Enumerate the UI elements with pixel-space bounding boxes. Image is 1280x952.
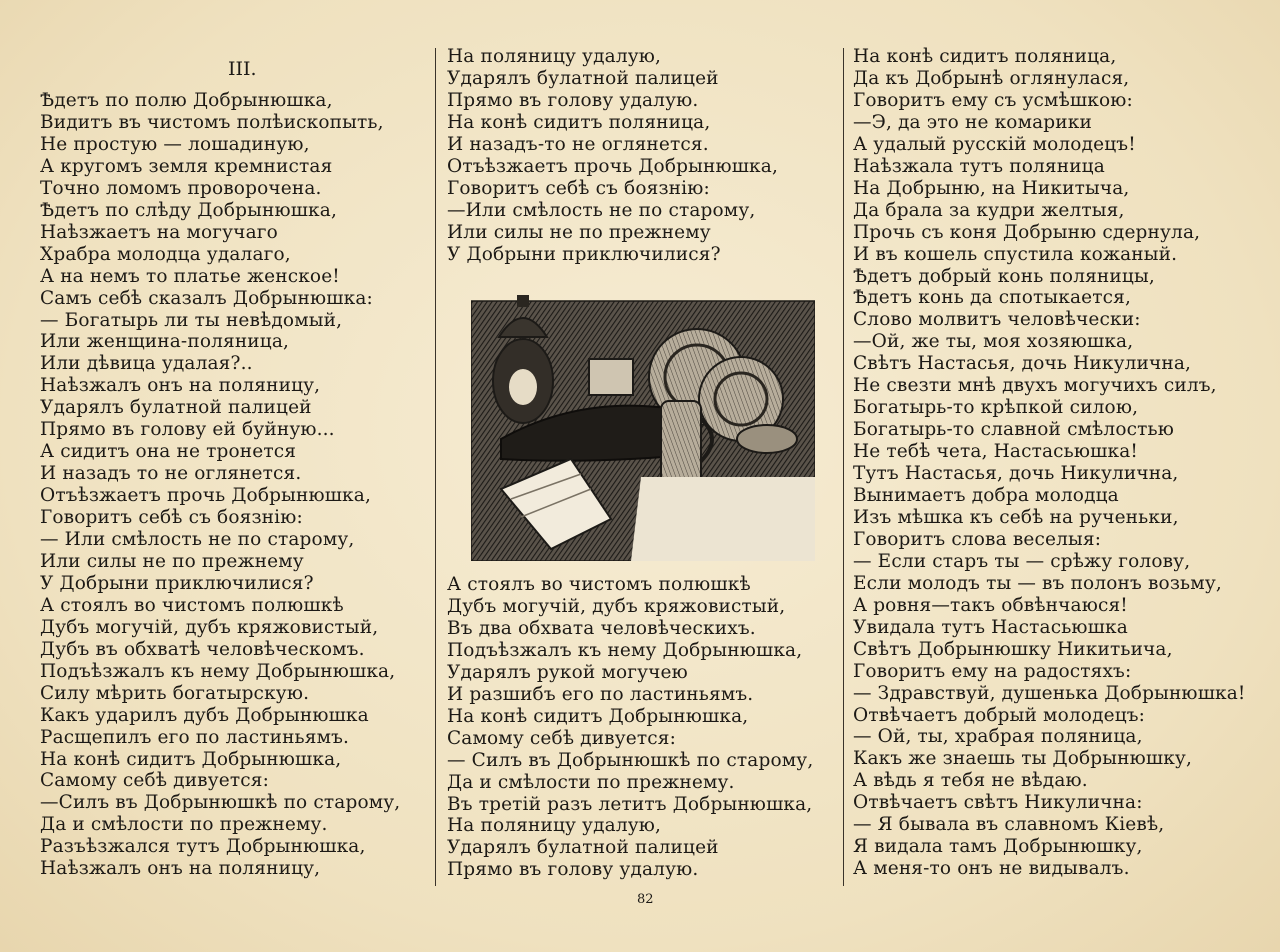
poem-line: Тутъ Настасья, дочь Никулична, [853,463,1179,485]
poem-line: Или дѣвица удалая?.. [40,353,253,375]
poem-line: — Здравствуй, душенька Добрынюшка! [853,682,1246,704]
poem-line: Говоритъ себѣ съ боязнію: [40,507,303,529]
poem-line: Говоритъ ему на радостяхъ: [853,660,1132,682]
poem-line: Ударялъ булатной палицей [447,837,719,859]
poem-line: Да къ Добрынѣ оглянулася, [853,67,1130,89]
poem-line: — Богатырь ли ты невѣдомый, [40,309,343,331]
poem-line: Да и смѣлости по прежнему. [40,814,328,836]
poem-line: Отъѣзжаетъ прочь Добрынюшка, [40,485,371,507]
poem-line: Какъ же знаешь ты Добрынюшку, [853,748,1192,770]
poem-line: А на немъ то платье женское! [40,265,340,287]
poem-line: Ѣдетъ по полю Добрынюшка, [40,90,333,111]
column-divider [435,48,436,886]
poem-line: А стоялъ во чистомъ полюшкѣ [40,594,344,616]
poem-line: Не свезти мнѣ двухъ могучихъ силъ, [853,375,1217,397]
poem-line: У Добрыни приключилися? [447,243,721,265]
poem-line: И разшибъ его по ластиньямъ. [447,683,754,705]
poem-line: Отвѣчаетъ свѣтъ Никулична: [853,792,1143,814]
poem-line: Свѣтъ Добрынюшку Никитьича, [853,638,1173,660]
poem-line: А вѣдь я тебя не вѣдаю. [853,770,1088,792]
poem-line: Силу мѣрить богатырскую. [40,682,310,704]
poem-line: Говоритъ слова веселыя: [853,528,1102,550]
poem-line: На поляницу удалую, [447,815,662,837]
poem-line: Самому себѣ дивуется: [40,770,269,792]
poem-line: Прямо въ голову удалую. [447,89,699,111]
poem-line: Дубъ въ обхватѣ человѣческомъ. [40,638,365,660]
poem-line: Говоритъ себѣ съ боязнію: [447,177,710,199]
poem-line: Да брала за кудри желтыя, [853,199,1125,221]
poem-line: Разъѣзжался тутъ Добрынюшка, [40,836,366,858]
poem-line: На конѣ сидитъ поляница, [447,111,711,133]
poem-line: Ударялъ рукой могучею [447,661,688,683]
poem-line: Отъѣзжаетъ прочь Добрынюшка, [447,155,778,177]
poem-line: Если молодъ ты — въ полонъ возьму, [853,572,1222,594]
poem-line: А стоялъ во чистомъ полюшкѣ [447,574,751,595]
poem-line: Слово молвитъ человѣчески: [853,309,1141,331]
poem-line: На конѣ сидитъ поляница, [853,46,1117,67]
poem-line: Или силы не по прежнему [40,550,304,572]
poem-line: Прямо въ голову удалую. [447,859,699,881]
poem-line: Ударялъ булатной палицей [40,397,312,419]
poem-line: На конѣ сидитъ Добрынюшка, [447,705,749,727]
poem-line: Ѣдетъ по слѣду Добрынюшка, [40,199,337,221]
poem-line: —Э, да это не комарики [853,111,1092,133]
poem-line: — Ой, ты, храбрая поляница, [853,726,1143,748]
poem-line: Наѣзжалъ онъ на поляницу, [40,375,321,397]
poem-line: Самому себѣ дивуется: [447,727,676,749]
poem-line: Да и смѣлости по прежнему. [447,771,735,793]
poem-line: — Я бывала въ славномъ Кіевѣ, [853,814,1165,836]
poem-line: А сидитъ она не тронется [40,441,297,463]
poem-line: Видитъ въ чистомъ полѣископыть, [40,111,384,133]
section-heading: III. [228,58,257,80]
poem-line: Наѣзжаетъ на могучаго [40,221,278,243]
column-divider [843,48,844,886]
poem-line: Не тебѣ чета, Настасьюшка! [853,441,1138,463]
poem-line: Точно ломомъ проворочена. [40,177,322,199]
poem-line: Наѣзжалъ онъ на поляницу, [40,858,321,880]
poem-line: На конѣ сидитъ Добрынюшка, [40,748,342,770]
poem-line: Или женщина-поляница, [40,331,290,353]
poem-line: Самъ себѣ сказалъ Добрынюшка: [40,287,373,309]
poem-line: А ровня—такъ обвѣнчаюся! [853,594,1128,616]
poem-line: И назадъ-то не оглянется. [447,133,709,155]
page-number: 82 [637,892,654,907]
poem-line: — Или смѣлость не по старому, [40,529,355,550]
poem-line: Изъ мѣшка къ себѣ на рученьки, [853,506,1179,528]
poem-line: Прочь съ коня Добрыню сдернула, [853,221,1201,243]
poem-line: Увидала тутъ Настасьюшка [853,616,1128,638]
poem-line: А меня-то онъ не видывалъ. [853,858,1130,880]
poem-line: Вынимаетъ добра молодца [853,485,1119,506]
poem-line: Въ два обхвата человѣческихъ. [447,617,756,639]
poem-line: На Добрыню, на Никитыча, [853,177,1130,199]
poem-line: Ѣдетъ конь да спотыкается, [853,287,1131,309]
poem-line: Прямо въ голову ей буйную... [40,419,335,441]
poem-line: Или силы не по прежнему [447,221,711,243]
poem-line: А удалый русскій молодецъ! [853,133,1136,155]
poem-line: Дубъ могучій, дубъ кряжовистый, [40,616,379,638]
poem-line: Я видала тамъ Добрынюшку, [853,836,1143,858]
poem-line: Расщепилъ его по ластиньямъ. [40,726,350,748]
poem-line: На поляницу удалую, [447,46,662,67]
poem-line: Говоритъ ему съ усмѣшкою: [853,89,1133,111]
poem-line: —Или смѣлость не по старому, [447,199,756,221]
poem-line: Свѣтъ Настасья, дочь Никулична, [853,353,1192,375]
poem-line: Подъѣзжалъ къ нему Добрынюшка, [40,660,396,682]
poem-line: Богатырь-то крѣпкой силою, [853,397,1139,419]
poem-line: —Силъ въ Добрынюшкѣ по старому, [40,792,401,814]
poem-line: А кругомъ земля кремнистая [40,155,333,177]
poem-line: Богатырь-то славной смѣлостью [853,419,1174,441]
poem-line: —Ой, же ты, моя хозяюшка, [853,331,1134,353]
still-life-engraving-illustration [471,289,815,561]
poem-line: И въ кошель спустила кожаный. [853,243,1178,265]
poem-line: Ударялъ булатной палицей [447,67,719,89]
poem-line: Не простую — лошадиную, [40,133,310,155]
poem-line: — Если старъ ты — срѣжу голову, [853,550,1191,572]
poem-line: Дубъ могучій, дубъ кряжовистый, [447,595,786,617]
poem-line: Ѣдетъ добрый конь поляницы, [853,265,1155,287]
poem-line: У Добрыни приключилися? [40,572,314,594]
poem-line: — Силъ въ Добрынюшкѣ по старому, [447,749,814,771]
poem-line: Подъѣзжалъ къ нему Добрынюшка, [447,639,803,661]
poem-line: Отвѣчаетъ добрый молодецъ: [853,704,1146,726]
poem-line: И назадъ то не оглянется. [40,463,302,485]
poem-line: Наѣзжала тутъ поляница [853,155,1105,177]
poem-line: Храбра молодца удалаго, [40,243,291,265]
poem-line: Какъ ударилъ дубъ Добрынюшка [40,704,369,726]
poem-line: Въ третій разъ летитъ Добрынюшка, [447,793,813,815]
